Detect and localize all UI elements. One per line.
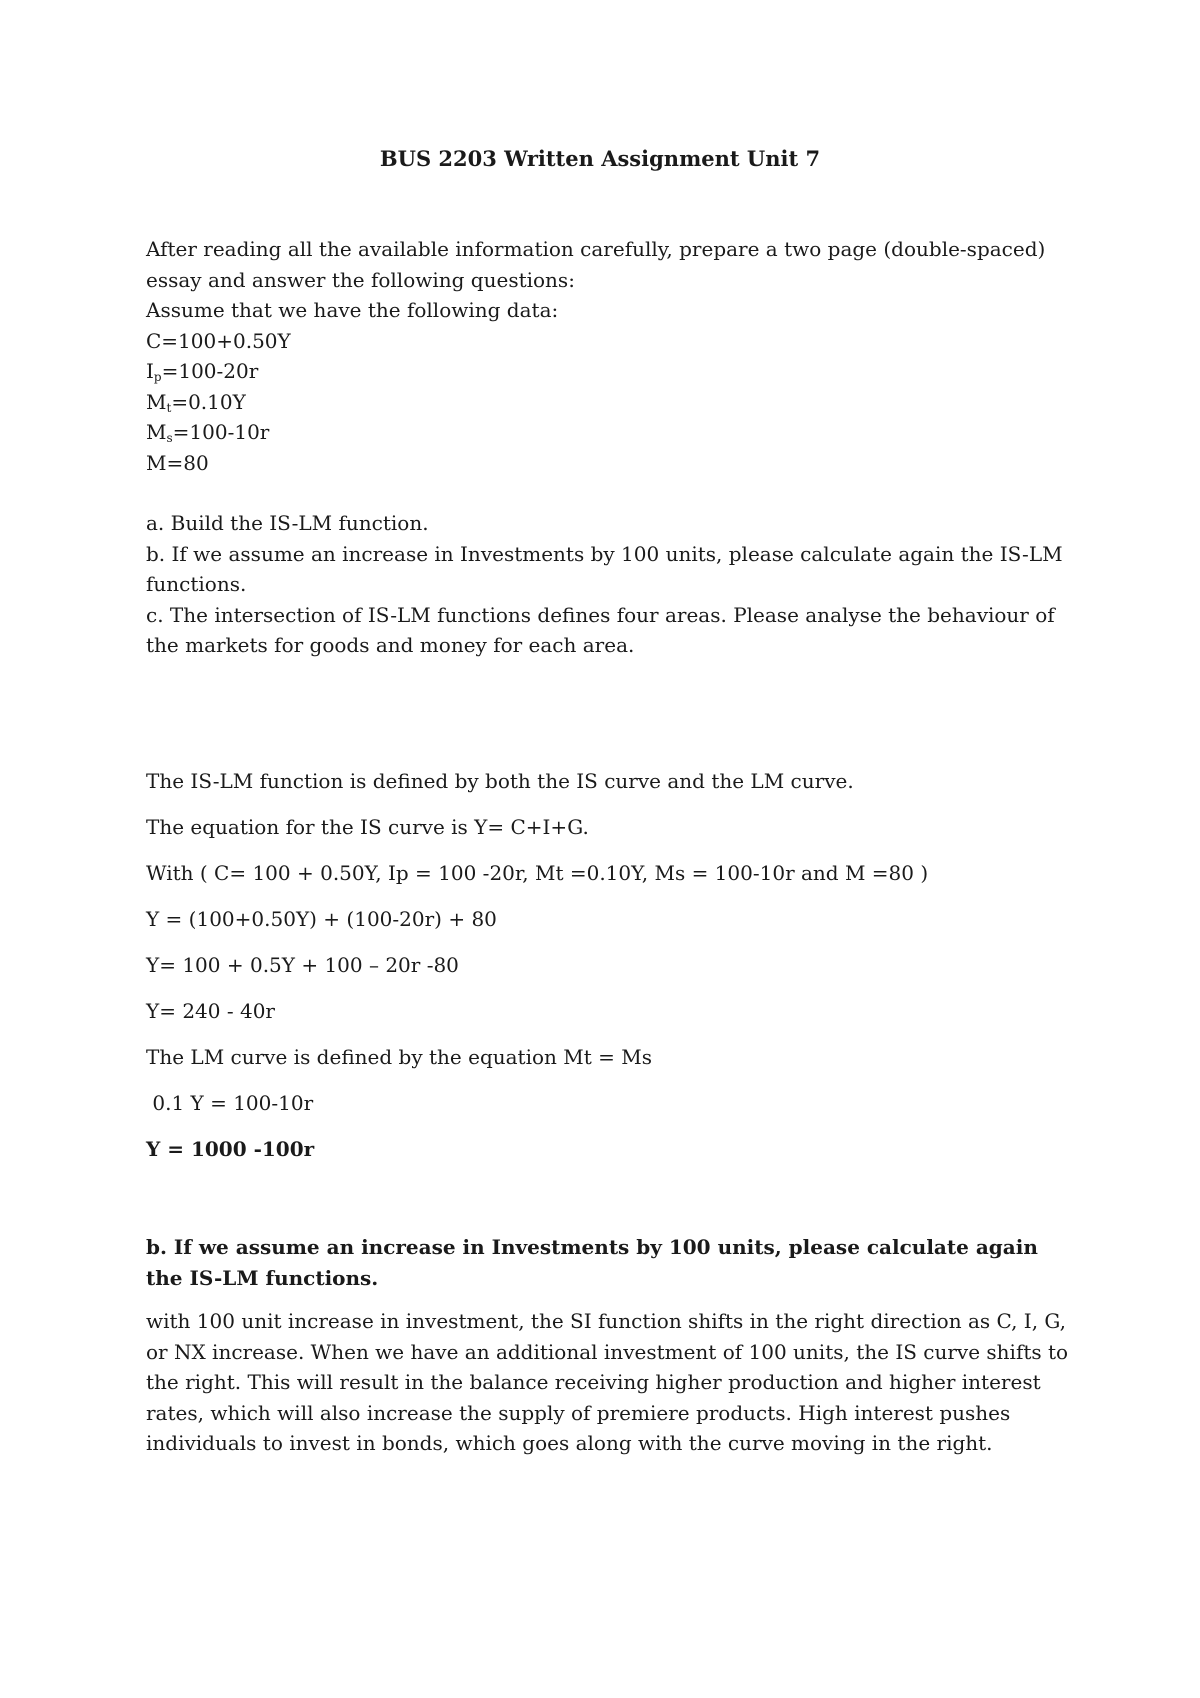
answer-a-line-8: 0.1 Y = 100-10r bbox=[146, 1091, 314, 1115]
data-money: M=80 bbox=[146, 450, 209, 475]
data-consumption: C=100+0.50Y bbox=[146, 328, 291, 353]
answer-a-line-2: The equation for the IS curve is Y= C+I+G. bbox=[146, 815, 589, 839]
answer-a-line-1: The IS-LM function is defined by both the IS curve and the LM curve. bbox=[146, 769, 854, 793]
data-money-demand-equation: =0.10Y bbox=[171, 389, 246, 414]
intro-line-1: After reading all the available information carefully, prepare a two page (double-spaced) bbox=[146, 237, 1046, 261]
answer-a-line-4: Y = (100+0.50Y) + (100-20r) + 80 bbox=[146, 907, 497, 931]
data-money-supply bbox=[146, 417, 1076, 448]
answer-a-result: Y = 1000 -100r bbox=[146, 1137, 315, 1161]
question-c: c. The intersection of IS-LM functions defines four areas. Please analyse the behaviour of the markets for goods and money for each area. bbox=[146, 602, 1055, 657]
data-investment bbox=[146, 356, 1076, 387]
intro-block bbox=[146, 234, 1076, 478]
data-money-supply-subscript: s bbox=[166, 431, 173, 445]
question-a: a. Build the IS-LM function. bbox=[146, 511, 429, 535]
heading-b: b. If we assume an increase in Investments by 100 units, please calculate again the IS-LM functions. bbox=[146, 1235, 1038, 1290]
answer-a-line-6: Y= 240 - 40r bbox=[146, 999, 275, 1023]
data-investment-subscript: p bbox=[153, 370, 162, 384]
question-b: b. If we assume an increase in Investments by 100 units, please calculate again the IS-LM functions. bbox=[146, 541, 1063, 596]
data-money-demand-subscript: t bbox=[166, 400, 172, 415]
questions-block bbox=[146, 508, 1076, 661]
data-investment-symbol: I bbox=[146, 359, 154, 383]
intro-line-3: Assume that we have the following data: bbox=[146, 298, 559, 322]
document-title: BUS 2203 Written Assignment Unit 7 bbox=[379, 146, 821, 171]
data-money-demand bbox=[146, 387, 1076, 418]
data-money-supply-symbol: M bbox=[146, 420, 167, 444]
answer-a-line-3: With ( C= 100 + 0.50Y, Ip = 100 -20r, Mt =0.10Y, Ms = 100-10r and M =80 ) bbox=[146, 861, 929, 885]
answer-a-line-7: The LM curve is defined by the equation Mt = Ms bbox=[146, 1045, 652, 1069]
data-money-supply-equation: =100-10r bbox=[172, 420, 270, 444]
intro-line-2: essay and answer the following questions: bbox=[146, 267, 575, 292]
answer-b-paragraph: with 100 unit increase in investment, the SI function shifts in the right direction as C, I, G, or NX increase. When we have an additional investment of 100 units, the IS curve shifts to the right. This will result in the balance receiving higher production and higher interest rates, which will also increase the supply of premiere products. High interest pushes individuals to invest in bonds, which goes along with the curve moving in the right. bbox=[146, 1309, 1069, 1455]
data-investment-equation: =100-20r bbox=[161, 359, 259, 383]
answer-a-line-5: Y= 100 + 0.5Y + 100 – 20r -80 bbox=[146, 953, 459, 977]
data-money-demand-symbol: M bbox=[146, 389, 167, 414]
